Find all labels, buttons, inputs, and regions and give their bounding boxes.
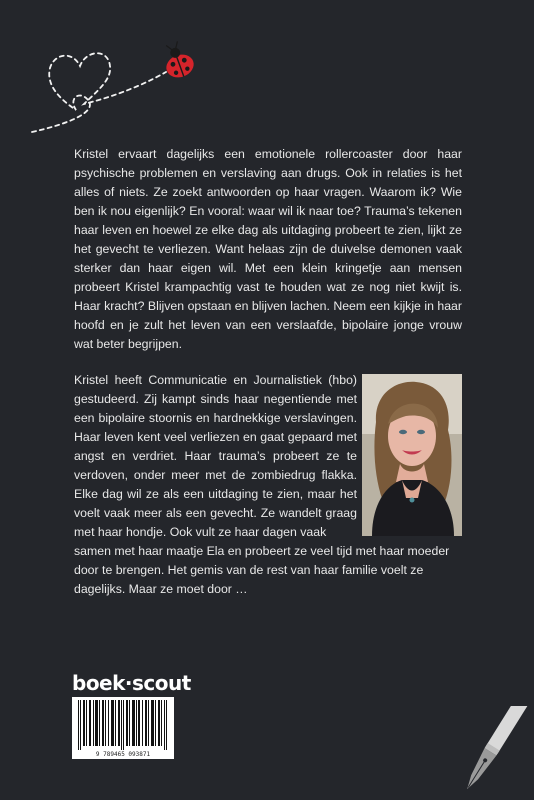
author-photo (362, 374, 462, 536)
publisher-logo: boek·scout (72, 671, 191, 695)
isbn-barcode (72, 697, 174, 759)
book-blurb: Kristel ervaart dagelijks een emotionele rollercoaster door haar psychische problemen en verslaving aan drugs. Ook in relaties is het alles of niets. Ze zoekt antwoorden op haar vragen. Waarom ik? Wie ben ik nou eigenlijk? En vooral: waar wil ik naar toe? Trauma’s tekenen haar leven en hoewel ze elke dag als uitdaging probeert te zien, lijkt ze het gevecht te verliezen. Want helaas zijn de duivelse demonen vaak sterker dan haar eigen wil. Met een klein kringetje aan mensen probeert Kristel krampachtig vast te houden wat ze nog niet kwijt is. Haar kracht? Blijven opstaan en blijven lachen. Neem een kijkje in haar hoofd en je zult het leven van een verslaafde, bipolaire jonge vrouw wat beter begrijpen. (74, 147, 462, 351)
author-bio-continued: samen met haar maatje Ela en probeert ze veel tijd met haar moeder door te brengen. Het gemis van de rest van haar familie voelt ze dagelijks. Maar ze moet door … (74, 544, 450, 596)
fountain-pen-nib-icon (451, 706, 531, 796)
heart-path-with-ladybug-icon (28, 36, 213, 136)
isbn-number: 9 789465 093871 (95, 751, 151, 758)
author-bio: Kristel heeft Communicatie en Journalistiek (hbo) gestudeerd. Zij kampt sinds haar negentiende met een bipolaire stoornis en hardnekkige verslavingen. Haar leven kent veel verliezen en gaat gepaard met angst en verdriet. Haar trauma’s probeert ze te verdoven, onder meer met de zombiedrug flakka. Elke dag wil ze als een uitdaging te zien, maar het voelt vaak meer als een gevecht. Ze wandelt graag met haar hondje. Ook vult ze haar dagen vaak (74, 373, 357, 539)
